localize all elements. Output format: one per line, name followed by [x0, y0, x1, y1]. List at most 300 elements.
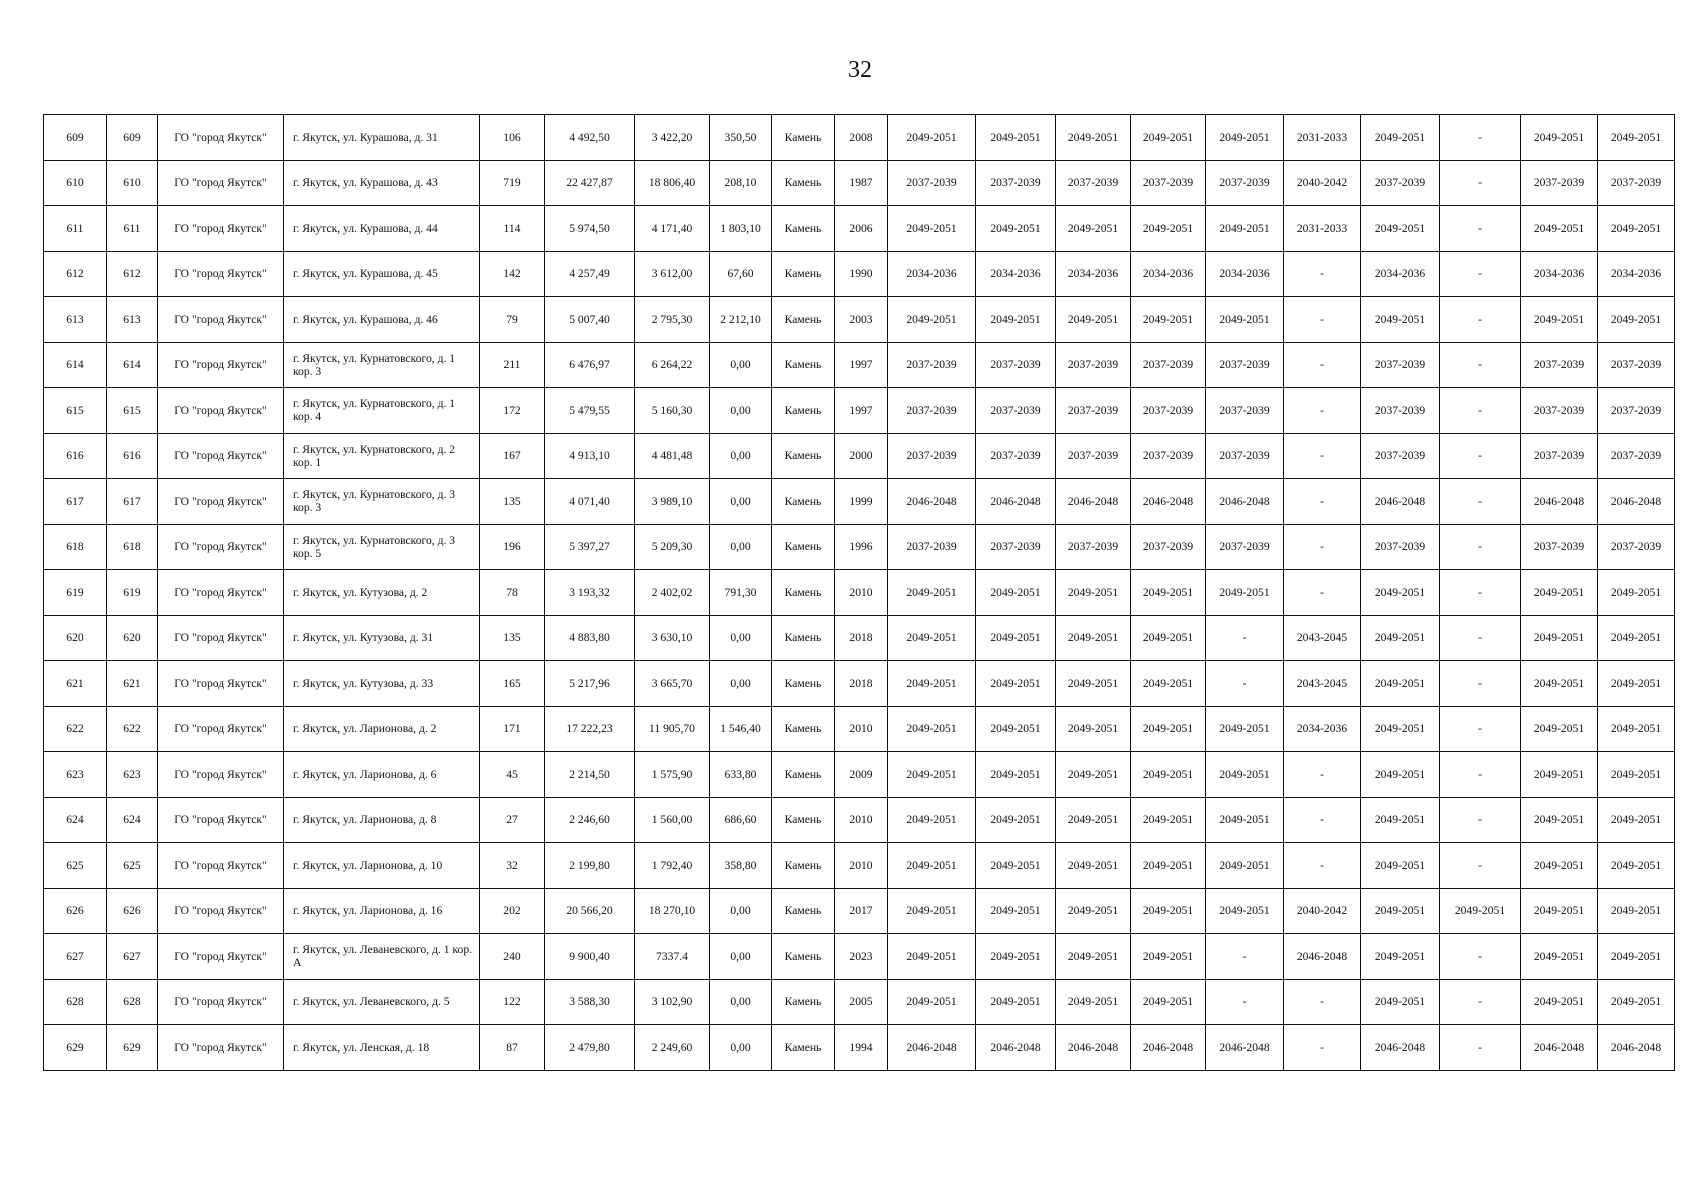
cell-non-living-area: 2 212,10	[710, 297, 772, 343]
cell-work-period-10: 2049-2051	[1598, 979, 1675, 1025]
cell-work-period-3: 2049-2051	[1056, 934, 1131, 980]
cell-work-period-2: 2037-2039	[976, 342, 1056, 388]
cell-work-period-1: 2049-2051	[888, 797, 976, 843]
cell-address: г. Якутск, ул. Ларионова, д. 10	[284, 843, 480, 889]
cell-row-number: 619	[44, 570, 107, 616]
cell-work-period-5: 2049-2051	[1206, 115, 1284, 161]
cell-total-area: 5 479,55	[545, 388, 635, 434]
cell-work-period-10: 2049-2051	[1598, 661, 1675, 707]
cell-work-period-7: 2037-2039	[1361, 524, 1440, 570]
cell-work-period-5: 2049-2051	[1206, 843, 1284, 889]
cell-work-period-5: -	[1206, 661, 1284, 707]
cell-work-period-1: 2049-2051	[888, 706, 976, 752]
cell-total-area: 2 214,50	[545, 752, 635, 798]
cell-living-area: 18 270,10	[635, 888, 710, 934]
cell-work-period-1: 2049-2051	[888, 570, 976, 616]
cell-work-period-10: 2034-2036	[1598, 251, 1675, 297]
cell-residents: 211	[480, 342, 545, 388]
cell-wall-material: Камень	[772, 615, 835, 661]
cell-work-period-1: 2049-2051	[888, 979, 976, 1025]
cell-row-number: 612	[44, 251, 107, 297]
cell-work-period-7: 2037-2039	[1361, 342, 1440, 388]
cell-work-period-10: 2049-2051	[1598, 297, 1675, 343]
cell-build-year: 2010	[835, 797, 888, 843]
cell-address: г. Якутск, ул. Ларионова, д. 8	[284, 797, 480, 843]
cell-non-living-area: 1 803,10	[710, 206, 772, 252]
cell-build-year: 1994	[835, 1025, 888, 1071]
cell-residents: 114	[480, 206, 545, 252]
cell-work-period-6: 2034-2036	[1284, 706, 1361, 752]
cell-list-number: 621	[107, 661, 158, 707]
cell-address: г. Якутск, ул. Курашова, д. 45	[284, 251, 480, 297]
cell-living-area: 2 249,60	[635, 1025, 710, 1071]
cell-living-area: 1 560,00	[635, 797, 710, 843]
cell-work-period-4: 2049-2051	[1131, 115, 1206, 161]
cell-wall-material: Камень	[772, 388, 835, 434]
cell-non-living-area: 350,50	[710, 115, 772, 161]
cell-work-period-1: 2037-2039	[888, 388, 976, 434]
cell-work-period-8: -	[1440, 160, 1521, 206]
cell-work-period-10: 2049-2051	[1598, 115, 1675, 161]
cell-row-number: 628	[44, 979, 107, 1025]
cell-list-number: 627	[107, 934, 158, 980]
cell-list-number: 629	[107, 1025, 158, 1071]
cell-total-area: 4 257,49	[545, 251, 635, 297]
cell-row-number: 611	[44, 206, 107, 252]
cell-work-period-5: 2046-2048	[1206, 1025, 1284, 1071]
cell-work-period-10: 2049-2051	[1598, 797, 1675, 843]
cell-non-living-area: 0,00	[710, 615, 772, 661]
cell-work-period-10: 2037-2039	[1598, 160, 1675, 206]
cell-residents: 142	[480, 251, 545, 297]
cell-work-period-2: 2037-2039	[976, 433, 1056, 479]
cell-work-period-5: 2034-2036	[1206, 251, 1284, 297]
cell-list-number: 628	[107, 979, 158, 1025]
cell-work-period-2: 2046-2048	[976, 1025, 1056, 1071]
cell-work-period-4: 2049-2051	[1131, 706, 1206, 752]
cell-list-number: 626	[107, 888, 158, 934]
cell-work-period-3: 2037-2039	[1056, 433, 1131, 479]
cell-work-period-4: 2034-2036	[1131, 251, 1206, 297]
cell-work-period-8: -	[1440, 479, 1521, 525]
cell-work-period-6: -	[1284, 297, 1361, 343]
cell-work-period-10: 2049-2051	[1598, 706, 1675, 752]
table-row	[44, 661, 1675, 707]
cell-row-number: 620	[44, 615, 107, 661]
cell-work-period-9: 2037-2039	[1521, 524, 1598, 570]
cell-row-number: 613	[44, 297, 107, 343]
cell-wall-material: Камень	[772, 706, 835, 752]
cell-work-period-4: 2037-2039	[1131, 524, 1206, 570]
cell-wall-material: Камень	[772, 342, 835, 388]
cell-work-period-8: -	[1440, 297, 1521, 343]
cell-municipality: ГО "город Якутск"	[158, 479, 284, 525]
cell-work-period-8: -	[1440, 206, 1521, 252]
cell-row-number: 621	[44, 661, 107, 707]
cell-work-period-8: -	[1440, 843, 1521, 889]
cell-total-area: 5 974,50	[545, 206, 635, 252]
cell-work-period-6: -	[1284, 388, 1361, 434]
cell-work-period-2: 2049-2051	[976, 706, 1056, 752]
cell-build-year: 2003	[835, 297, 888, 343]
cell-residents: 167	[480, 433, 545, 479]
cell-work-period-2: 2037-2039	[976, 388, 1056, 434]
cell-total-area: 3 193,32	[545, 570, 635, 616]
cell-wall-material: Камень	[772, 1025, 835, 1071]
cell-work-period-1: 2034-2036	[888, 251, 976, 297]
cell-total-area: 6 476,97	[545, 342, 635, 388]
table-row	[44, 342, 1675, 388]
cell-municipality: ГО "город Якутск"	[158, 524, 284, 570]
cell-work-period-6: 2040-2042	[1284, 888, 1361, 934]
cell-work-period-5: -	[1206, 934, 1284, 980]
cell-work-period-8: -	[1440, 251, 1521, 297]
table-row	[44, 160, 1675, 206]
cell-work-period-4: 2049-2051	[1131, 888, 1206, 934]
cell-work-period-3: 2049-2051	[1056, 206, 1131, 252]
cell-build-year: 1996	[835, 524, 888, 570]
cell-work-period-7: 2046-2048	[1361, 1025, 1440, 1071]
cell-living-area: 18 806,40	[635, 160, 710, 206]
cell-work-period-5: 2046-2048	[1206, 479, 1284, 525]
cell-list-number: 614	[107, 342, 158, 388]
cell-work-period-6: 2040-2042	[1284, 160, 1361, 206]
cell-build-year: 1997	[835, 388, 888, 434]
cell-list-number: 610	[107, 160, 158, 206]
cell-work-period-9: 2049-2051	[1521, 752, 1598, 798]
table-row	[44, 797, 1675, 843]
cell-work-period-4: 2049-2051	[1131, 843, 1206, 889]
cell-residents: 32	[480, 843, 545, 889]
cell-non-living-area: 633,80	[710, 752, 772, 798]
cell-work-period-3: 2049-2051	[1056, 797, 1131, 843]
table-row	[44, 888, 1675, 934]
cell-total-area: 4 071,40	[545, 479, 635, 525]
cell-total-area: 5 007,40	[545, 297, 635, 343]
cell-wall-material: Камень	[772, 661, 835, 707]
cell-work-period-4: 2049-2051	[1131, 661, 1206, 707]
cell-wall-material: Камень	[772, 752, 835, 798]
cell-municipality: ГО "город Якутск"	[158, 160, 284, 206]
table-row	[44, 979, 1675, 1025]
table-row	[44, 706, 1675, 752]
cell-non-living-area: 0,00	[710, 661, 772, 707]
cell-work-period-7: 2049-2051	[1361, 297, 1440, 343]
cell-work-period-4: 2049-2051	[1131, 615, 1206, 661]
cell-municipality: ГО "город Якутск"	[158, 433, 284, 479]
cell-address: г. Якутск, ул. Курнатовского, д. 2 кор. 1	[284, 433, 480, 479]
cell-work-period-4: 2049-2051	[1131, 797, 1206, 843]
housing-register-table	[43, 114, 1675, 1071]
cell-wall-material: Камень	[772, 206, 835, 252]
cell-work-period-10: 2037-2039	[1598, 524, 1675, 570]
cell-work-period-3: 2049-2051	[1056, 706, 1131, 752]
cell-work-period-7: 2037-2039	[1361, 160, 1440, 206]
cell-work-period-6: -	[1284, 570, 1361, 616]
cell-residents: 45	[480, 752, 545, 798]
cell-wall-material: Камень	[772, 297, 835, 343]
cell-build-year: 2023	[835, 934, 888, 980]
cell-work-period-3: 2049-2051	[1056, 752, 1131, 798]
cell-non-living-area: 0,00	[710, 524, 772, 570]
cell-work-period-2: 2049-2051	[976, 570, 1056, 616]
cell-row-number: 623	[44, 752, 107, 798]
cell-total-area: 4 492,50	[545, 115, 635, 161]
cell-residents: 171	[480, 706, 545, 752]
cell-municipality: ГО "город Якутск"	[158, 388, 284, 434]
cell-residents: 240	[480, 934, 545, 980]
cell-work-period-7: 2049-2051	[1361, 570, 1440, 616]
cell-work-period-10: 2049-2051	[1598, 206, 1675, 252]
cell-living-area: 4 481,48	[635, 433, 710, 479]
cell-work-period-6: -	[1284, 1025, 1361, 1071]
cell-work-period-2: 2046-2048	[976, 479, 1056, 525]
cell-work-period-8: -	[1440, 706, 1521, 752]
cell-work-period-9: 2049-2051	[1521, 661, 1598, 707]
cell-living-area: 3 612,00	[635, 251, 710, 297]
cell-work-period-3: 2046-2048	[1056, 479, 1131, 525]
cell-work-period-6: 2031-2033	[1284, 206, 1361, 252]
cell-work-period-7: 2049-2051	[1361, 797, 1440, 843]
cell-total-area: 17 222,23	[545, 706, 635, 752]
cell-work-period-9: 2049-2051	[1521, 979, 1598, 1025]
cell-work-period-1: 2037-2039	[888, 524, 976, 570]
cell-work-period-10: 2049-2051	[1598, 752, 1675, 798]
cell-work-period-4: 2046-2048	[1131, 479, 1206, 525]
cell-work-period-3: 2037-2039	[1056, 388, 1131, 434]
cell-list-number: 619	[107, 570, 158, 616]
cell-work-period-6: -	[1284, 342, 1361, 388]
cell-wall-material: Камень	[772, 115, 835, 161]
cell-work-period-3: 2049-2051	[1056, 979, 1131, 1025]
cell-living-area: 2 795,30	[635, 297, 710, 343]
cell-address: г. Якутск, ул. Курашова, д. 43	[284, 160, 480, 206]
cell-work-period-4: 2037-2039	[1131, 342, 1206, 388]
cell-living-area: 3 665,70	[635, 661, 710, 707]
cell-work-period-9: 2046-2048	[1521, 479, 1598, 525]
cell-municipality: ГО "город Якутск"	[158, 934, 284, 980]
cell-work-period-5: 2037-2039	[1206, 160, 1284, 206]
cell-address: г. Якутск, ул. Ларионова, д. 16	[284, 888, 480, 934]
cell-row-number: 615	[44, 388, 107, 434]
table-row	[44, 479, 1675, 525]
cell-wall-material: Камень	[772, 160, 835, 206]
cell-build-year: 1990	[835, 251, 888, 297]
cell-work-period-9: 2049-2051	[1521, 888, 1598, 934]
cell-work-period-2: 2049-2051	[976, 115, 1056, 161]
cell-residents: 27	[480, 797, 545, 843]
cell-work-period-7: 2049-2051	[1361, 843, 1440, 889]
cell-living-area: 4 171,40	[635, 206, 710, 252]
cell-work-period-2: 2049-2051	[976, 297, 1056, 343]
cell-wall-material: Камень	[772, 979, 835, 1025]
cell-work-period-7: 2034-2036	[1361, 251, 1440, 297]
cell-total-area: 9 900,40	[545, 934, 635, 980]
cell-work-period-3: 2049-2051	[1056, 115, 1131, 161]
table-row	[44, 433, 1675, 479]
cell-list-number: 617	[107, 479, 158, 525]
cell-work-period-9: 2049-2051	[1521, 297, 1598, 343]
cell-work-period-6: -	[1284, 479, 1361, 525]
cell-work-period-1: 2049-2051	[888, 934, 976, 980]
cell-work-period-8: -	[1440, 979, 1521, 1025]
cell-residents: 719	[480, 160, 545, 206]
cell-address: г. Якутск, ул. Леваневского, д. 1 кор. А	[284, 934, 480, 980]
table-row	[44, 297, 1675, 343]
cell-work-period-5: -	[1206, 979, 1284, 1025]
cell-work-period-7: 2049-2051	[1361, 934, 1440, 980]
cell-non-living-area: 208,10	[710, 160, 772, 206]
cell-non-living-area: 0,00	[710, 979, 772, 1025]
table-row	[44, 752, 1675, 798]
cell-work-period-5: 2049-2051	[1206, 297, 1284, 343]
cell-total-area: 2 199,80	[545, 843, 635, 889]
cell-work-period-9: 2046-2048	[1521, 1025, 1598, 1071]
cell-wall-material: Камень	[772, 797, 835, 843]
cell-work-period-4: 2037-2039	[1131, 388, 1206, 434]
cell-work-period-4: 2049-2051	[1131, 206, 1206, 252]
cell-residents: 135	[480, 615, 545, 661]
cell-work-period-10: 2049-2051	[1598, 934, 1675, 980]
cell-work-period-8: -	[1440, 615, 1521, 661]
cell-work-period-10: 2049-2051	[1598, 615, 1675, 661]
cell-total-area: 2 479,80	[545, 1025, 635, 1071]
cell-list-number: 624	[107, 797, 158, 843]
cell-municipality: ГО "город Якутск"	[158, 888, 284, 934]
cell-work-period-1: 2049-2051	[888, 115, 976, 161]
cell-address: г. Якутск, ул. Курнатовского, д. 1 кор. 4	[284, 388, 480, 434]
cell-work-period-4: 2037-2039	[1131, 433, 1206, 479]
cell-work-period-2: 2049-2051	[976, 661, 1056, 707]
cell-work-period-7: 2046-2048	[1361, 479, 1440, 525]
cell-work-period-1: 2049-2051	[888, 888, 976, 934]
cell-list-number: 615	[107, 388, 158, 434]
cell-work-period-9: 2049-2051	[1521, 570, 1598, 616]
cell-wall-material: Камень	[772, 524, 835, 570]
cell-address: г. Якутск, ул. Курашова, д. 46	[284, 297, 480, 343]
cell-list-number: 616	[107, 433, 158, 479]
cell-work-period-8: -	[1440, 570, 1521, 616]
cell-wall-material: Камень	[772, 479, 835, 525]
cell-work-period-5: 2049-2051	[1206, 752, 1284, 798]
cell-work-period-4: 2049-2051	[1131, 297, 1206, 343]
table-row	[44, 206, 1675, 252]
cell-total-area: 5 217,96	[545, 661, 635, 707]
cell-living-area: 7337.4	[635, 934, 710, 980]
cell-work-period-9: 2049-2051	[1521, 843, 1598, 889]
cell-municipality: ГО "город Якутск"	[158, 251, 284, 297]
cell-work-period-6: -	[1284, 524, 1361, 570]
cell-row-number: 629	[44, 1025, 107, 1071]
cell-work-period-9: 2049-2051	[1521, 706, 1598, 752]
cell-work-period-4: 2049-2051	[1131, 752, 1206, 798]
cell-living-area: 11 905,70	[635, 706, 710, 752]
cell-work-period-5: 2049-2051	[1206, 570, 1284, 616]
cell-work-period-10: 2046-2048	[1598, 1025, 1675, 1071]
cell-work-period-7: 2049-2051	[1361, 888, 1440, 934]
cell-work-period-8: -	[1440, 388, 1521, 434]
cell-work-period-8: -	[1440, 661, 1521, 707]
cell-row-number: 617	[44, 479, 107, 525]
table-row	[44, 1025, 1675, 1071]
cell-non-living-area: 0,00	[710, 1025, 772, 1071]
cell-municipality: ГО "город Якутск"	[158, 706, 284, 752]
cell-work-period-2: 2037-2039	[976, 524, 1056, 570]
table-row	[44, 388, 1675, 434]
cell-work-period-5: 2037-2039	[1206, 524, 1284, 570]
cell-build-year: 2008	[835, 115, 888, 161]
cell-work-period-9: 2037-2039	[1521, 342, 1598, 388]
cell-work-period-1: 2049-2051	[888, 843, 976, 889]
cell-municipality: ГО "город Якутск"	[158, 797, 284, 843]
cell-total-area: 2 246,60	[545, 797, 635, 843]
cell-residents: 78	[480, 570, 545, 616]
cell-work-period-10: 2049-2051	[1598, 888, 1675, 934]
cell-work-period-6: -	[1284, 433, 1361, 479]
cell-work-period-3: 2049-2051	[1056, 661, 1131, 707]
cell-work-period-5: 2049-2051	[1206, 888, 1284, 934]
cell-row-number: 624	[44, 797, 107, 843]
cell-build-year: 2010	[835, 570, 888, 616]
cell-living-area: 5 160,30	[635, 388, 710, 434]
cell-residents: 172	[480, 388, 545, 434]
cell-work-period-5: 2049-2051	[1206, 797, 1284, 843]
cell-list-number: 622	[107, 706, 158, 752]
cell-work-period-1: 2049-2051	[888, 297, 976, 343]
cell-non-living-area: 0,00	[710, 934, 772, 980]
cell-residents: 135	[480, 479, 545, 525]
cell-work-period-2: 2049-2051	[976, 615, 1056, 661]
page-number: 32	[848, 57, 872, 83]
cell-non-living-area: 358,80	[710, 843, 772, 889]
cell-work-period-3: 2049-2051	[1056, 297, 1131, 343]
cell-work-period-6: -	[1284, 797, 1361, 843]
cell-municipality: ГО "город Якутск"	[158, 297, 284, 343]
cell-wall-material: Камень	[772, 251, 835, 297]
cell-municipality: ГО "город Якутск"	[158, 570, 284, 616]
cell-work-period-1: 2049-2051	[888, 615, 976, 661]
cell-row-number: 610	[44, 160, 107, 206]
cell-work-period-3: 2034-2036	[1056, 251, 1131, 297]
cell-municipality: ГО "город Якутск"	[158, 115, 284, 161]
cell-municipality: ГО "город Якутск"	[158, 1025, 284, 1071]
cell-work-period-5: 2037-2039	[1206, 433, 1284, 479]
cell-work-period-6: 2043-2045	[1284, 615, 1361, 661]
cell-work-period-1: 2037-2039	[888, 433, 976, 479]
cell-work-period-9: 2049-2051	[1521, 934, 1598, 980]
cell-non-living-area: 67,60	[710, 251, 772, 297]
cell-non-living-area: 791,30	[710, 570, 772, 616]
cell-address: г. Якутск, ул. Курашова, д. 31	[284, 115, 480, 161]
cell-living-area: 3 102,90	[635, 979, 710, 1025]
cell-work-period-10: 2049-2051	[1598, 570, 1675, 616]
cell-work-period-8: -	[1440, 433, 1521, 479]
cell-address: г. Якутск, ул. Ларионова, д. 6	[284, 752, 480, 798]
cell-row-number: 614	[44, 342, 107, 388]
cell-work-period-8: -	[1440, 752, 1521, 798]
cell-row-number: 618	[44, 524, 107, 570]
cell-work-period-7: 2049-2051	[1361, 661, 1440, 707]
cell-address: г. Якутск, ул. Кутузова, д. 2	[284, 570, 480, 616]
table-row	[44, 843, 1675, 889]
cell-work-period-3: 2049-2051	[1056, 570, 1131, 616]
cell-work-period-4: 2049-2051	[1131, 570, 1206, 616]
cell-residents: 196	[480, 524, 545, 570]
cell-list-number: 613	[107, 297, 158, 343]
cell-work-period-5: 2037-2039	[1206, 342, 1284, 388]
cell-work-period-7: 2037-2039	[1361, 388, 1440, 434]
cell-row-number: 622	[44, 706, 107, 752]
